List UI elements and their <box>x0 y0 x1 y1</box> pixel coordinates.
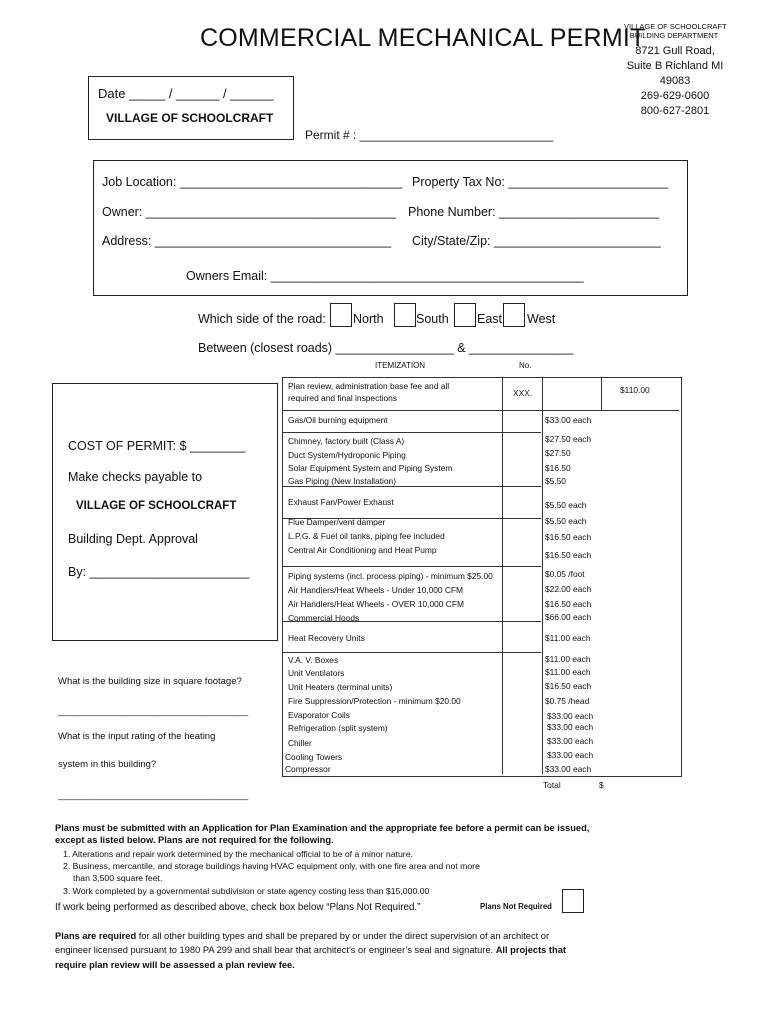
item-label: V.A. V. Boxes <box>288 655 339 665</box>
plans-required-line2 <box>55 944 566 956</box>
item-fee: $11.00 each <box>545 633 591 643</box>
plans-notice-line1: Plans must be submitted with an Application for Plan Examination and the appropriate fee before a permit can be issued, <box>55 823 590 833</box>
exemption-2-cont: than 3,500 square feet. <box>73 873 163 883</box>
item-fee: $0.05 /foot <box>545 569 585 579</box>
item-label: Solar Equipment System and Piping System <box>288 463 453 473</box>
item-label: L.P.G. & Fuel oil tanks, piping fee included <box>288 531 445 541</box>
item-label: Evaporator Coils <box>288 710 350 720</box>
dept-line-1: VILLAGE OF SCHOOLCRAFT <box>624 22 727 31</box>
item-fee: $33.00 each <box>547 722 594 732</box>
input-rating-question-cont: system in this building? <box>58 759 157 770</box>
address-line: 8721 Gull Road, <box>635 45 715 57</box>
owners-email-field[interactable]: Owners Email: _____________________________________________ <box>186 269 584 283</box>
item-fee: $27.50 <box>545 448 571 458</box>
item-fee: $33.00 each <box>547 711 594 721</box>
item-fee: $33.00 each <box>545 415 592 425</box>
make-checks-label: Make checks payable to <box>68 470 203 484</box>
address-line: Suite B Richland MI <box>626 60 724 72</box>
permit-number-field[interactable]: Permit # : _____________________________ <box>305 128 554 142</box>
south-checkbox[interactable] <box>394 303 416 327</box>
item-label: Gas/Oil burning equipment <box>288 415 388 425</box>
exemption-2: 2. Business, mercantile, and storage buildings having HVAC equipment only, with one fire area and not more <box>63 861 480 871</box>
item-fee: $5.50 each <box>545 500 587 510</box>
item-label: Compressor <box>285 764 331 774</box>
item-fee: $33.00 each <box>547 736 594 746</box>
item-fee: $11.00 each <box>545 667 591 677</box>
item-fee: $5.50 <box>545 476 566 486</box>
cost-box <box>52 383 278 641</box>
address-line: 800-627-2801 <box>640 105 710 117</box>
item-label: Unit Ventilators <box>288 668 345 678</box>
property-tax-field[interactable]: Property Tax No: _______________________ <box>412 175 669 189</box>
item-fee: $16.50 <box>545 463 571 473</box>
item-label: Air Handlers/Heat Wheels - Under 10,000 CFM <box>288 585 464 595</box>
check-box-instruction: If work being performed as described above, check box below “Plans Not Required.” <box>55 902 421 913</box>
dept-address <box>620 44 730 119</box>
item-fee: $16.50 each <box>545 599 592 609</box>
south-label: South <box>416 312 449 326</box>
plans-required-text: for all other building types and shall be prepared by or under the direct supervision of an architect or <box>136 931 550 941</box>
item-label: Refrigeration (split system) <box>288 723 388 733</box>
plans-required-bold: Plans are required <box>55 931 137 941</box>
owner-field[interactable]: Owner: ____________________________________ <box>102 205 397 219</box>
item-fee: $16.50 each <box>545 550 592 560</box>
north-label: North <box>353 312 384 326</box>
east-label: East <box>477 312 503 326</box>
item-label: Chimney, factory built (Class A) <box>288 436 405 446</box>
item-fee: $33.00 each <box>545 764 592 774</box>
plans-required-line1 <box>55 930 549 942</box>
item-fee: $66.00 each <box>545 612 592 622</box>
plans-required-text-2: engineer licensed pursuant to 1980 PA 299 and shall bear that architect’s or engineer’s seal and signature. <box>55 945 496 955</box>
plans-notice-line2: except as listed below. Plans are not required for the following. <box>55 835 334 845</box>
payee-village: VILLAGE OF SCHOOLCRAFT <box>76 500 237 512</box>
plan-review-item: Plan review, administration base fee and all <box>288 381 450 391</box>
total-label: Total <box>543 780 561 790</box>
plans-required-bold-2: All projects that <box>495 945 566 955</box>
address-line: 269-629-0600 <box>640 90 710 102</box>
item-fee: $5.50 each <box>545 516 587 526</box>
village-name: VILLAGE OF SCHOOLCRAFT <box>106 111 274 125</box>
item-fee: $27.50 each <box>545 434 592 444</box>
west-label: West <box>527 312 556 326</box>
city-state-zip-field[interactable]: City/State/Zip: ________________________ <box>412 234 661 248</box>
item-label: Commercial Hoods <box>288 613 360 623</box>
phone-field[interactable]: Phone Number: _______________________ <box>408 205 659 219</box>
plans-not-required-label: Plans Not Required <box>480 902 552 911</box>
dept-header <box>624 22 727 40</box>
cost-of-permit-field[interactable]: COST OF PERMIT: $ ________ <box>68 439 246 453</box>
input-rating-question: What is the input rating of the heating <box>58 731 216 742</box>
building-size-answer[interactable]: ____________________________________ <box>58 706 249 717</box>
address-line: 49083 <box>659 75 691 87</box>
address-field[interactable]: Address: __________________________________ <box>102 234 392 248</box>
exemption-3: 3. Work completed by a governmental subdivision or state agency costing less than $15,000.00 <box>63 886 430 896</box>
date-field[interactable]: Date _____ / ______ / ______ <box>98 86 274 101</box>
road-side-label: Which side of the road: <box>198 312 326 326</box>
item-label: Chiller <box>288 738 312 748</box>
plan-review-fee: $110.00 <box>620 385 650 395</box>
item-fee: $33.00 each <box>547 750 594 760</box>
item-label: Piping systems (incl. process piping) - minimum $25.00 <box>288 571 493 581</box>
item-fee: $16.50 each <box>545 681 592 691</box>
plan-review-no: XXX. <box>513 388 533 398</box>
item-label: Exhaust Fan/Power Exhaust <box>288 497 394 507</box>
item-label: Central Air Conditioning and Heat Pump <box>288 545 437 555</box>
approval-label: Building Dept. Approval <box>68 532 198 546</box>
item-fee: $22.00 each <box>545 584 592 594</box>
west-checkbox[interactable] <box>503 303 525 327</box>
plans-required-line3: require plan review will be assessed a plan review fee. <box>55 960 295 970</box>
itemization-header: ITEMIZATION <box>375 361 426 370</box>
job-location-field[interactable]: Job Location: ________________________________ <box>102 175 403 189</box>
east-checkbox[interactable] <box>454 303 476 327</box>
item-label: Duct System/Hydroponic Piping <box>288 450 406 460</box>
item-label: Heat Recovery Units <box>288 633 365 643</box>
item-label: Cooling Towers <box>285 752 343 762</box>
item-label: Unit Heaters (terminal units) <box>288 682 393 692</box>
north-checkbox[interactable] <box>330 303 352 327</box>
itemization-table <box>282 377 682 777</box>
between-roads-field[interactable]: Between (closest roads) _________________ & _______________ <box>198 341 574 355</box>
item-fee: $11.00 each <box>545 654 591 664</box>
building-size-question: What is the building size in square footage? <box>58 676 242 687</box>
item-label: Flue Damper/vent damper <box>288 517 386 527</box>
item-label: Air Handlers/Heat Wheels - OVER 10,000 CFM <box>288 599 464 609</box>
no-header: No. <box>519 361 532 370</box>
item-fee: $16.50 each <box>545 532 592 542</box>
item-fee: $0.75 /head <box>545 696 590 706</box>
page-title: COMMERCIAL MECHANICAL PERMIT <box>200 24 646 52</box>
approval-by-field[interactable]: By: _______________________ <box>68 565 250 579</box>
total-value: $ <box>599 780 604 790</box>
item-label: Fire Suppression/Protection - minimum $20.00 <box>288 696 461 706</box>
plans-not-required-checkbox[interactable] <box>562 889 584 913</box>
exemption-1: 1. Alterations and repair work determined by the mechanical official to be of a minor nature. <box>63 849 413 859</box>
dept-line-2: BUILDING DEPARTMENT <box>629 31 719 40</box>
item-label: Gas Piping (New Installation) <box>288 476 396 486</box>
plan-review-item-cont: required and final inspections <box>288 393 397 403</box>
input-rating-answer[interactable]: ____________________________________ <box>58 790 249 801</box>
